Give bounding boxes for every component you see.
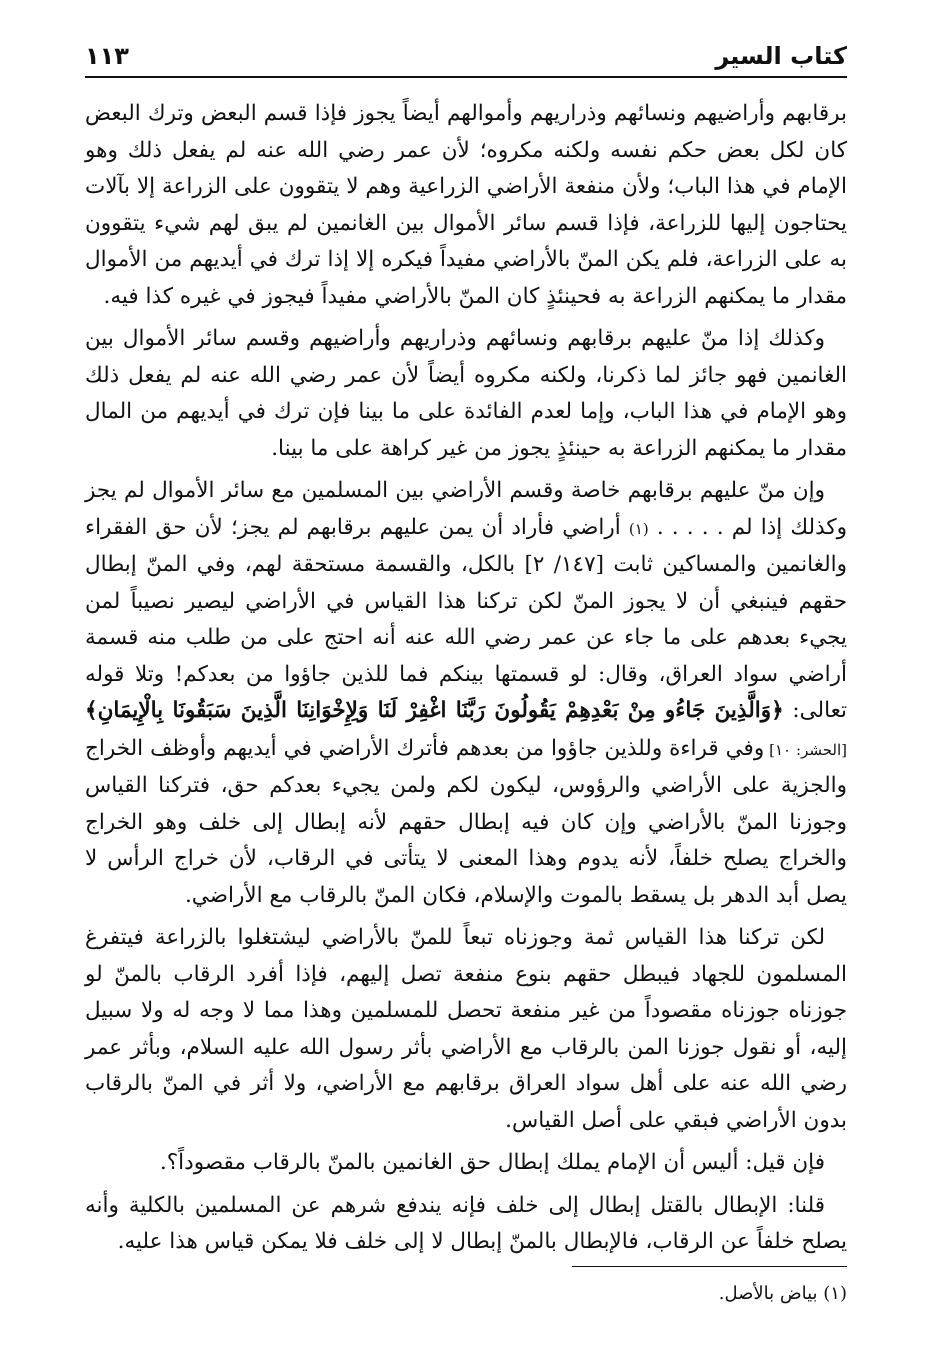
paragraph-1: برقابهم وأراضيهم ونسائهم وذراريهم وأموالهم أيضاً يجوز فإذا قسم البعض وترك البعض كان لكل بعض حكم نفسه ولكنه مكروه؛ لأن عمر رضي الله عنه لم يفعل ذلك وهو الإمام في هذا الباب؛ ولأن منفعة الأراضي الزراعية وهم لا يتقوون على الزراعة إلا بآلات يحتاجون إليها للزراعة، فإذا قسم سائر الأموال بين الغانمين لم يبق لهم شيء يتقوون به على الزراعة، فلم يكن المنّ بالأراضي مفيداً فيكره إلا إذا ترك في أيديهم من الأموال مقدار ما يمكنهم الزراعة به فحينئذٍ كان المنّ بالأراضي مفيداً فيجوز في غيره كذا فيه. bbox=[85, 101, 847, 309]
footnote-marker: (١) bbox=[628, 519, 649, 538]
running-title: كتاب السير bbox=[715, 42, 847, 70]
body-text bbox=[85, 96, 847, 1261]
paragraph-3-part-1: وإن منّ عليهم برقابهم خاصة وقسم الأراضي بين المسلمين مع سائر الأموال لم يجز وكذلك إذا لم . . . . . bbox=[85, 478, 847, 540]
quran-verse: ﴿وَالَّذِينَ جَاءُو مِنْ بَعْدِهِمْ يَقُولُونَ رَبَّنَا اغْفِرْ لَنَا وَلِإِخْوَانِنَا الَّذِينَ سَبَقُونَا بِالْإِيمَانِ﴾ bbox=[85, 698, 784, 723]
page-number: ١١٣ bbox=[85, 42, 129, 70]
paragraph-3-part-3: وفي قراءة وللذين جاؤوا من بعدهم فأترك الأراضي في أيديهم وأوظف الخراج والجزية على الأراضي والرؤوس، ليكون لكم ولمن يجيء بعدكم حق، فتركنا القياس وجوزنا المنّ بالأراضي وإن كان فيه إبطال حقهم لأنه إبطال إلى خلف وهو الخراج والخراج يصلح خلفاً، لأنه يدوم وهذا المعنى لا يتأتى في الرقاب، لأن خراج الرأس لا يصل أبد الدهر بل يسقط بالموت والإسلام، فكان المنّ بالرقاب مع الأراضي. bbox=[85, 735, 847, 908]
paragraph-3-part-2: أراضي فأراد أن يمن عليهم برقابهم لم يجز؛ لأن حق الفقراء والغانمين والمساكين ثابت [١٤٧/ ٢] بالكل، والقسمة مستحقة لهم، وفي المنّ إبطال حقهم فينبغي أن لا يجوز المنّ لكن تركنا هذا القياس في الأراضي ليصير نصيباً لمن يجيء بعدهم على ما جاء عن عمر رضي الله عنه أنه احتج على من طلب منه قسمة أراضي سواد العراق، وقال: لو قسمتها بينكم فما للذين جاؤوا من بعدكم! وتلا قوله تعالى: bbox=[85, 514, 847, 723]
paragraph-5: فإن قيل: أليس أن الإمام يملك إبطال حق الغانمين بالمنّ بالرقاب مقصوداً؟. bbox=[159, 1150, 825, 1175]
paragraph-2: وكذلك إذا منّ عليهم برقابهم ونسائهم وذراريهم وأراضيهم وقسم سائر الأموال بين الغانمين فهو جائز لما ذكرنا، ولكنه مكروه أيضاً لأن عمر رضي الله عنه لم يفعل ذلك وهو الإمام في هذا الباب، وإما لعدم الفائدة على ما بينا فإن ترك في أيديهم من المال مقدار ما يمكنهم الزراعة به حينئذٍ يجوز من غير كراهة على ما بينا. bbox=[85, 326, 847, 461]
footnote bbox=[719, 1280, 847, 1308]
footnote-divider bbox=[572, 1266, 847, 1267]
paragraph-6: قلنا: الإبطال بالقتل إبطال إلى خلف فإنه يندفع شرهم عن المسلمين بالكلية وأنه يصلح خلفاً عن الرقاب، فالإبطال بالمنّ إبطال لا إلى خلف فلا يمكن قياس هذا عليه. bbox=[85, 1192, 847, 1254]
footnote-text: بياض بالأصل. bbox=[718, 1283, 818, 1304]
footnote-number: (١) bbox=[823, 1283, 847, 1304]
document-page bbox=[85, 30, 847, 1340]
paragraph-4: لكن تركنا هذا القياس ثمة وجوزناه تبعاً للمنّ بالأراضي ليشتغلوا بالزراعة فيتفرغ المسلمون للجهاد فيبطل حقهم بنوع منفعة تصل إليهم، فإذا أفرد الرقاب بالمنّ لو جوزناه جوزناه مقصوداً من غير منفعة تحصل للمسلمين وهذا مما لا وجه له ولا سبيل إليه، أو نقول جوزنا المن بالرقاب مع الأراضي بأثر رسول الله عليه السلام، وبأثر عمر رضي الله عنه على أهل سواد العراق برقابهم مع الأراضي، ولا أثر في المنّ بالرقاب بدون الأراضي فبقي على أصل القياس. bbox=[85, 925, 847, 1133]
paragraph-3 bbox=[85, 473, 847, 914]
page-header bbox=[85, 30, 847, 78]
verse-reference: [الحشر: ١٠] bbox=[764, 740, 847, 759]
